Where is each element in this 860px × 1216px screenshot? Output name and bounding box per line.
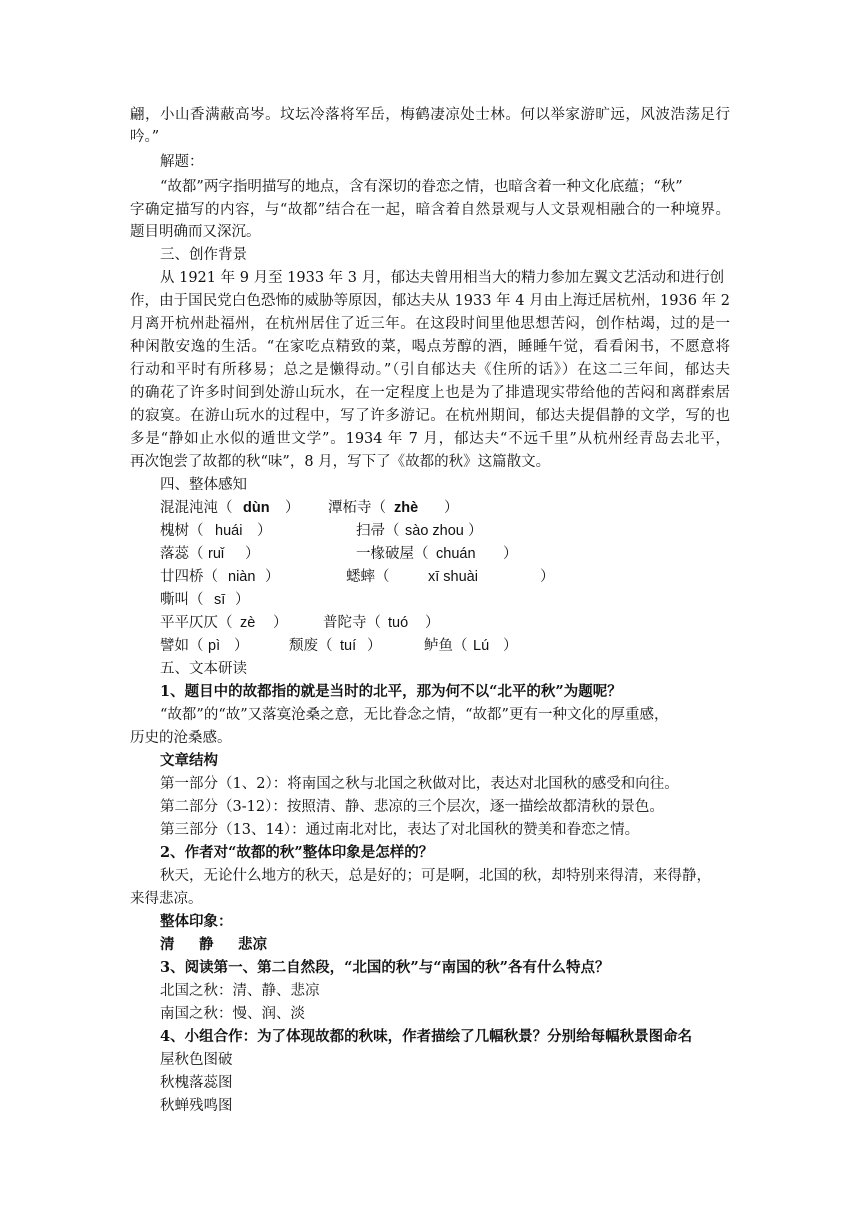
background-text: 多是“静如止水似的遁世文学”。1934 年 7 月，郁达夫“不远千里”从杭州经青岛去北平， [130, 431, 730, 447]
background-text: 从 1921 年 9 月至 1933 年 3 月，郁达夫曾用相当大的精力参加左翼文艺活动和进行创 [160, 270, 725, 286]
impression-word: 静 [199, 936, 214, 953]
south-autumn: 南国之秋：慢、润、淡 [160, 1006, 305, 1022]
question-4: 4、小组合作：为了体现故都的秋味，作者描绘了几幅秋景？分别给每幅秋景图命名 [160, 1028, 693, 1045]
structure-heading: 文章结构 [160, 752, 218, 769]
scene-name: 秋蝉残鸣图 [160, 1098, 233, 1114]
vocab-pinyin: chuán [436, 546, 476, 562]
vocab-pinyin: sào zhou [405, 523, 464, 539]
vocab-word: 落蕊（ [160, 546, 204, 562]
vocab-paren: ） [257, 523, 272, 539]
poem-line: 翩，小山香满蔽高岑。坟坛冷落将军岳，梅鹤凄凉处士林。何以举家游旷远，风波浩荡足行 [130, 107, 730, 123]
impression-word: 清 [160, 936, 175, 953]
vocab-word: 潭柘寺（ [328, 500, 386, 516]
scene-name: 秋槐落蕊图 [160, 1075, 233, 1091]
jieti-text: “故都”两字指明描写的地点，含有深切的眷恋之情，也暗含着一种文化底蕴；“秋” [160, 179, 683, 195]
vocab-pinyin: pì [208, 638, 221, 654]
answer-1: 历史的沧桑感。 [130, 730, 232, 746]
answer-2: 秋天，无论什么地方的秋天，总是好的；可是啊，北国的秋，却特别来得清，来得静， [160, 868, 711, 884]
vocab-paren: ） [503, 638, 518, 654]
section-heading: 五、文本研读 [160, 661, 247, 677]
vocab-pinyin: dùn [243, 500, 270, 516]
structure-item: 第一部分（1、2）：将南国之秋与北国之秋做对比，表达对北国秋的感受和向往。 [160, 776, 679, 792]
vocab-paren: ） [540, 569, 555, 585]
vocab-paren: ） [425, 615, 440, 631]
background-text: 行动和平时有所移易；总之是懒得动。”（引自郁达夫《住所的话》）在这二三年间，郁达夫 [130, 362, 730, 378]
question-2: 2、作者对“故都的秋”整体印象是怎样的？ [160, 844, 434, 861]
question-3: 3、阅读第一、第二自然段，“北国的秋”与“南国的秋”各有什么特点？ [160, 959, 610, 976]
vocab-paren: ） [468, 523, 483, 539]
vocab-pinyin: tuí [340, 638, 357, 654]
vocab-paren: ） [235, 592, 250, 608]
impression-word: 悲凉 [238, 936, 267, 953]
vocab-word: 混混沌沌（ [160, 500, 233, 516]
background-text: 的寂寞。在游山玩水的过程中，写了许多游记。在杭州期间，郁达夫提倡静的文学，写的也 [130, 408, 730, 424]
section-heading: 三、创作背景 [160, 247, 247, 263]
vocab-paren: ） [265, 569, 280, 585]
vocab-word: 一椽破屋（ [356, 546, 429, 562]
vocab-word: 颓废（ [289, 638, 333, 654]
background-text: 月离开杭州赴福州，在杭州居住了近三年。在这段时间里他思想苦闷，创作枯竭，过的是一 [130, 316, 730, 332]
vocab-pinyin: huái [215, 523, 243, 539]
structure-item: 第二部分（3-12）：按照清、静、悲凉的三个层次，逐一描绘故都清秋的景色。 [160, 799, 664, 815]
vocab-word: 平平仄仄（ [160, 615, 233, 631]
vocab-paren: ） [285, 500, 300, 516]
answer-2: 来得悲凉。 [130, 891, 203, 907]
jieti-label: 解题： [160, 154, 204, 170]
question-1: 1、题目中的故都指的就是当时的北平，那为何不以“北平的秋”为题呢？ [160, 683, 622, 700]
vocab-pinyin: sī [214, 592, 226, 608]
vocab-paren: ） [444, 500, 459, 516]
vocab-word: 嘶叫（ [160, 592, 204, 608]
background-text: 种闲散安逸的生活。“在家吃点精致的菜，喝点芳醇的酒，睡睡午觉，看看闲书，不愿意将 [130, 339, 730, 355]
background-text: 再次饱尝了故都的秋“味”，8 月，写下了《故都的秋》这篇散文。 [130, 454, 551, 470]
background-text: 作，由于国民党白色恐怖的威胁等原因，郁达夫从 1933 年 4 月由上海迁居杭州，1936 年 2 [130, 293, 730, 309]
north-autumn: 北国之秋：清、静、悲凉 [160, 983, 320, 999]
vocab-paren: ） [245, 546, 260, 562]
scene-name: 屋秋色图破 [160, 1052, 233, 1068]
vocab-word: 槐树（ [160, 523, 204, 539]
vocab-pinyin: niàn [228, 569, 256, 585]
vocab-word: 蟋蟀（ [346, 569, 390, 585]
vocab-pinyin: zhè [394, 500, 419, 516]
vocab-word: 普陀寺（ [323, 615, 381, 631]
background-text: 的确花了许多时间到处游山玩水，在一定程度上也是为了排遣现实带给他的苦闷和离群索居 [130, 385, 730, 401]
vocab-word: 廿四桥（ [160, 569, 218, 585]
vocab-paren: ） [273, 615, 288, 631]
vocab-paren: ） [234, 638, 249, 654]
impression-heading: 整体印象： [160, 913, 233, 930]
vocab-pinyin: ruǐ [208, 546, 225, 562]
vocab-word: 扫帚（ [356, 523, 400, 539]
jieti-text: 题目明确而又深沉。 [130, 224, 261, 240]
jieti-text: 字确定描写的内容，与“故都”结合在一起，暗含着自然景观与人文景观相融合的一种境界。 [130, 202, 730, 218]
section-heading: 四、整体感知 [160, 477, 247, 493]
answer-1: “故都”的“故”又落寞沧桑之意，无比眷念之情，“故都”更有一种文化的厚重感， [160, 707, 669, 723]
vocab-pinyin: tuó [388, 615, 409, 631]
vocab-pinyin: zè [240, 615, 256, 631]
vocab-pinyin: Lú [473, 638, 490, 654]
vocab-paren: ） [503, 546, 518, 562]
vocab-word: 譬如（ [160, 638, 204, 654]
vocab-pinyin: xī shuài [428, 569, 478, 585]
vocab-word: 鲈鱼（ [424, 638, 468, 654]
poem-line: 吟。” [130, 129, 160, 145]
vocab-paren: ） [367, 638, 382, 654]
structure-item: 第三部分（13、14）：通过南北对比，表达了对北国秋的赞美和眷恋之情。 [160, 822, 640, 838]
